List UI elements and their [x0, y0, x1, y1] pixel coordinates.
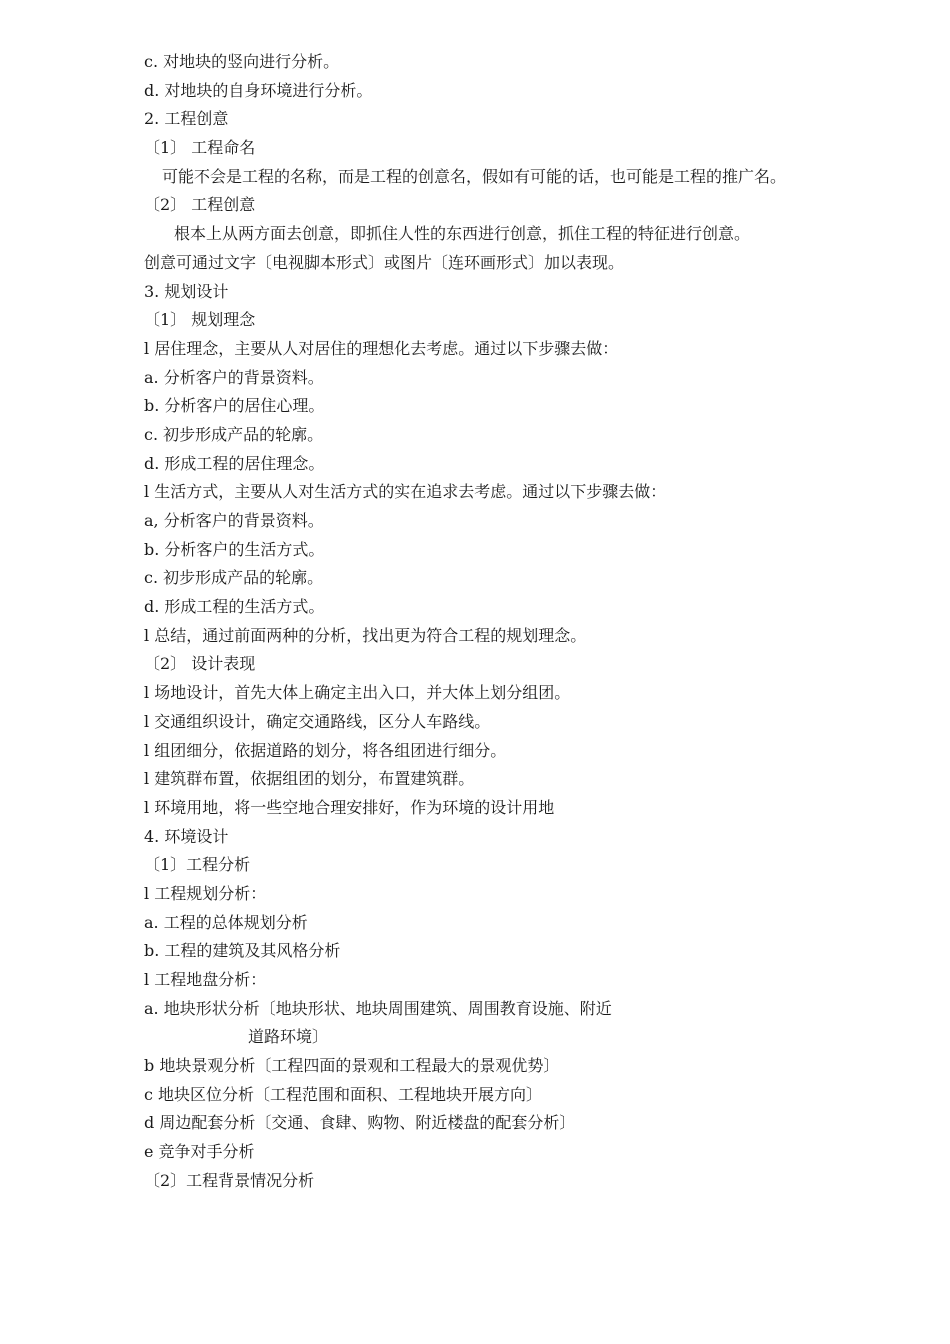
- paragraph: 创意可通过文字〔电视脚本形式〕或图片〔连环画形式〕加以表现。: [144, 252, 625, 272]
- bullet-item: l 环境用地，将一些空地合理安排好，作为环境的设计用地: [144, 797, 555, 817]
- subsection-heading: 〔1〕 规划理念: [144, 310, 256, 330]
- bullet-item: l 组团细分，依据道路的划分，将各组团进行细分。: [144, 740, 507, 760]
- document-page: [144, 48, 884, 1196]
- bullet-item: l 工程规划分析：: [144, 883, 267, 903]
- list-item: a. 分析客户的背景资料。: [144, 367, 324, 387]
- subsection-heading: 〔1〕 工程命名: [144, 138, 256, 158]
- paragraph: 根本上从两方面去创意，即抓住人性的东西进行创意，抓住工程的特征进行创意。: [174, 224, 751, 244]
- list-item: b 地块景观分析〔工程四面的景观和工程最大的景观优势〕: [144, 1056, 560, 1076]
- paragraph: 可能不会是工程的名称，而是工程的创意名，假如有可能的话，也可能是工程的推广名。: [162, 166, 787, 186]
- list-item-continuation: 道路环境〕: [248, 1027, 329, 1047]
- subsection-heading: 〔1〕工程分析: [144, 855, 251, 875]
- list-item: a, 分析客户的背景资料。: [144, 511, 324, 531]
- bullet-item: l 交通组织设计，确定交通路线，区分人车路线。: [144, 711, 491, 731]
- bullet-item: l 居住理念，主要从人对居住的理想化去考虑。通过以下步骤去做：: [144, 338, 619, 358]
- list-item: c 地块区位分析〔工程范围和面积、工程地块开展方向〕: [144, 1084, 543, 1104]
- list-item: b. 分析客户的居住心理。: [144, 396, 325, 416]
- list-item: b. 工程的建筑及其风格分析: [144, 941, 341, 961]
- subsection-heading: 〔2〕工程背景情况分析: [144, 1170, 315, 1190]
- list-item: a. 工程的总体规划分析: [144, 912, 308, 932]
- list-item: a. 地块形状分析〔地块形状、地块周围建筑、周围教育设施、附近: [144, 998, 612, 1018]
- section-heading: 2. 工程创意: [144, 109, 229, 129]
- bullet-item: l 总结，通过前面两种的分析，找出更为符合工程的规划理念。: [144, 625, 587, 645]
- list-item: d. 形成工程的居住理念。: [144, 453, 325, 473]
- section-heading: 4. 环境设计: [144, 826, 229, 846]
- list-item: c. 初步形成产品的轮廓。: [144, 424, 324, 444]
- list-item: d 周边配套分析〔交通、食肆、购物、附近楼盘的配套分析〕: [144, 1113, 576, 1133]
- bullet-item: l 工程地盘分析：: [144, 970, 267, 990]
- text-line: d. 对地块的自身环境进行分析。: [144, 80, 373, 100]
- list-item: e 竞争对手分析: [144, 1142, 255, 1162]
- bullet-item: l 建筑群布置，依据组团的划分，布置建筑群。: [144, 769, 475, 789]
- list-item: c. 初步形成产品的轮廓。: [144, 568, 324, 588]
- section-heading: 3. 规划设计: [144, 281, 229, 301]
- list-item: b. 分析客户的生活方式。: [144, 539, 325, 559]
- subsection-heading: 〔2〕 设计表现: [144, 654, 256, 674]
- subsection-heading: 〔2〕 工程创意: [144, 195, 256, 215]
- text-line: c. 对地块的竖向进行分析。: [144, 52, 340, 71]
- bullet-item: l 生活方式，主要从人对生活方式的实在追求去考虑。通过以下步骤去做：: [144, 482, 667, 502]
- bullet-item: l 场地设计，首先大体上确定主出入口，并大体上划分组团。: [144, 683, 571, 703]
- list-item: d. 形成工程的生活方式。: [144, 597, 325, 617]
